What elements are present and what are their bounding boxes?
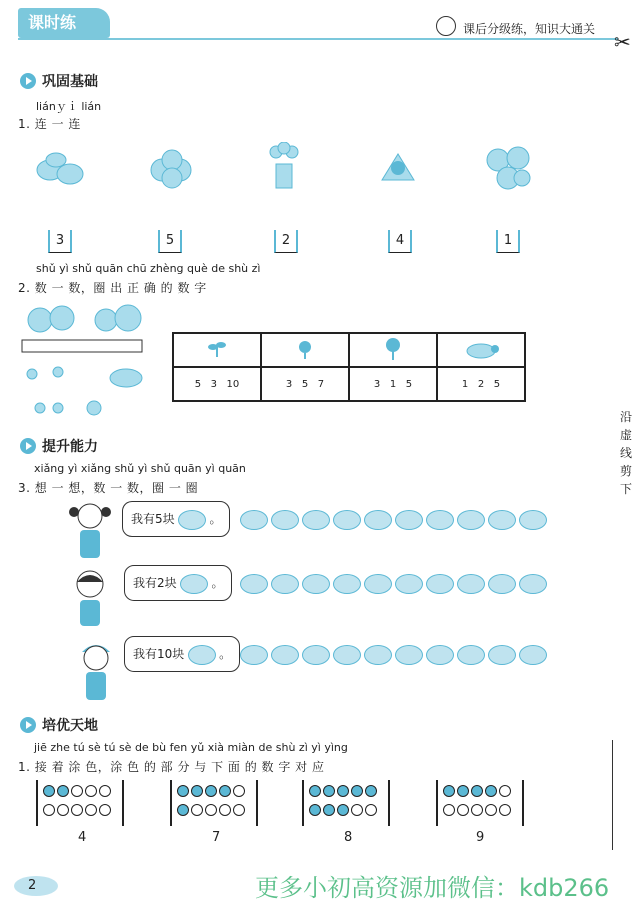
dot: [499, 785, 511, 797]
coin-icon: [364, 510, 392, 530]
number-box: 5: [158, 230, 182, 253]
header-slogan: 课后分级练，知识大通关: [463, 22, 596, 36]
dot: [443, 785, 455, 797]
page-number: 2: [14, 876, 58, 896]
balloons-illustration: [484, 140, 534, 192]
coin-icon: [364, 574, 392, 594]
dot: [365, 804, 377, 816]
coin-icon: [180, 574, 208, 594]
coin-icon: [519, 574, 547, 594]
q1-text: 1. 连 一 连: [18, 117, 81, 131]
coin-icon: [240, 645, 268, 665]
dot: [99, 785, 111, 797]
dot-frame: [36, 780, 124, 826]
dot: [443, 804, 455, 816]
q4-pinyin: jiē zhe tú sè tú sè de bù fen yǔ xià miàn de shù zì yì yìng: [34, 741, 348, 754]
clock-icon: [436, 16, 456, 36]
dot: [191, 804, 203, 816]
coin-icon: [333, 574, 361, 594]
coin-icon: [395, 510, 423, 530]
coin-icon: [271, 574, 299, 594]
coin-icon: [302, 510, 330, 530]
promo-text: 更多小初高资源加微信：kdb266: [255, 874, 610, 902]
coin-icon: [333, 510, 361, 530]
dot: [471, 785, 483, 797]
coin-row: [240, 509, 550, 530]
coin-row: [240, 573, 550, 594]
coin-icon: [302, 645, 330, 665]
cut-line-char: 虚: [619, 428, 632, 442]
dot-frame: [170, 780, 258, 826]
q2-pinyin: shǔ yì shǔ quān chū zhèng què de shù zì: [36, 262, 261, 275]
cut-line-char: 下: [619, 482, 632, 496]
coin-row: [240, 644, 550, 665]
coin-icon: [302, 574, 330, 594]
dot: [337, 804, 349, 816]
boy-illustration: [74, 636, 118, 706]
dot: [71, 785, 83, 797]
q1-pinyin: liánｙｉ lián: [36, 100, 102, 113]
lesson-tab: 课时练: [18, 8, 110, 38]
dot: [337, 785, 349, 797]
speech-bubble: 我有5块 。: [122, 501, 230, 537]
number-box: 1: [496, 230, 520, 253]
dot-frame: [436, 780, 524, 826]
target-number: 7: [212, 830, 221, 845]
coin-icon: [519, 510, 547, 530]
dot: [99, 804, 111, 816]
number-box: 4: [388, 230, 412, 253]
coin-icon: [271, 510, 299, 530]
dot: [365, 785, 377, 797]
count-options: 3 5 7: [261, 367, 349, 401]
coin-icon: [364, 645, 392, 665]
play-icon: [20, 717, 36, 733]
section-title-improve: 提升能力: [20, 437, 98, 457]
coin-icon: [426, 574, 454, 594]
coin-icon: [395, 645, 423, 665]
coin-icon: [426, 645, 454, 665]
target-number: 9: [476, 830, 485, 845]
dot: [71, 804, 83, 816]
cut-line-char: 沿: [619, 410, 632, 424]
dot: [457, 785, 469, 797]
speech-bubble: 我有10块 。: [124, 636, 240, 672]
number-box: 3: [48, 230, 72, 253]
cut-line-char: 线: [619, 446, 632, 460]
dot: [85, 785, 97, 797]
dot: [205, 804, 217, 816]
q3-text: 3. 想 一 想，数 一 数，圈 一 圈: [18, 481, 199, 495]
tree-icon: [349, 333, 437, 367]
coin-icon: [240, 574, 268, 594]
garden-scene-illustration: [18, 304, 158, 424]
dot: [351, 785, 363, 797]
dot: [177, 785, 189, 797]
turtle-icon: [437, 333, 525, 367]
coin-icon: [178, 510, 206, 530]
flower-illustration: [148, 148, 196, 190]
coin-icon: [457, 574, 485, 594]
dot: [177, 804, 189, 816]
coin-icon: [457, 645, 485, 665]
count-options: 3 1 5: [349, 367, 437, 401]
dot: [471, 804, 483, 816]
coin-icon: [271, 645, 299, 665]
play-icon: [20, 73, 36, 89]
dot: [499, 804, 511, 816]
count-options: 5 3 10: [173, 367, 261, 401]
vase-illustration: [266, 142, 302, 190]
coin-icon: [488, 574, 516, 594]
dot: [219, 804, 231, 816]
coin-icon: [488, 645, 516, 665]
dot: [57, 804, 69, 816]
dot: [43, 804, 55, 816]
q4-text: 1. 接 着 涂 色，涂 色 的 部 分 与 下 面 的 数 字 对 应: [18, 760, 325, 774]
number-box: 2: [274, 230, 298, 253]
bird-illustration: [378, 150, 418, 186]
dot: [351, 804, 363, 816]
scissors-icon: ✂: [614, 30, 631, 54]
dot: [309, 804, 321, 816]
target-number: 4: [78, 830, 87, 845]
coin-icon: [519, 645, 547, 665]
coin-icon: [395, 574, 423, 594]
q2-text: 2. 数 一 数，圈 出 正 确 的 数 字: [18, 281, 207, 295]
dot: [43, 785, 55, 797]
coin-icon: [188, 645, 216, 665]
dot: [219, 785, 231, 797]
dot: [233, 804, 245, 816]
section-title-basic: 巩固基础: [20, 72, 98, 92]
dot: [233, 785, 245, 797]
dot: [309, 785, 321, 797]
dot: [323, 785, 335, 797]
dot-frame: [302, 780, 390, 826]
coin-icon: [457, 510, 485, 530]
girl-illustration: [68, 500, 112, 566]
flower-icon: [261, 333, 349, 367]
coin-icon: [488, 510, 516, 530]
dot: [485, 804, 497, 816]
coin-icon: [426, 510, 454, 530]
fruit-illustration: [36, 150, 86, 188]
coin-icon: [240, 510, 268, 530]
play-icon: [20, 438, 36, 454]
cut-line: [612, 740, 613, 850]
coin-icon: [333, 645, 361, 665]
dot: [457, 804, 469, 816]
dot: [191, 785, 203, 797]
q3-pinyin: xiǎng yì xiǎng shǔ yì shǔ quān yì quān: [34, 462, 246, 475]
count-table: [172, 332, 526, 402]
target-number: 8: [344, 830, 353, 845]
sprout-icon: [173, 333, 261, 367]
speech-bubble: 我有2块 。: [124, 565, 232, 601]
cut-line-char: 剪: [619, 464, 632, 478]
header-divider: [18, 38, 618, 40]
girl2-illustration: [68, 568, 112, 634]
dot: [205, 785, 217, 797]
count-options: 1 2 5: [437, 367, 525, 401]
section-title-advanced: 培优天地: [20, 716, 98, 736]
cut-line-label: [618, 408, 634, 498]
dot: [323, 804, 335, 816]
dot: [57, 785, 69, 797]
dot: [485, 785, 497, 797]
dot: [85, 804, 97, 816]
